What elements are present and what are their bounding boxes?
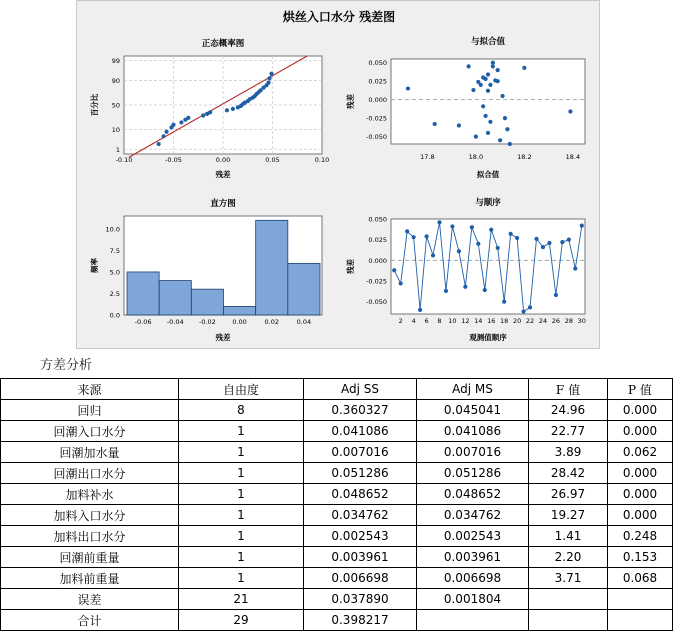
- order-title: 与顺序: [475, 198, 501, 208]
- order-point: [509, 232, 513, 236]
- header-df: 自由度: [179, 379, 304, 400]
- cell-p-value: 0.068: [608, 568, 673, 589]
- residual-plots-panel: [76, 0, 600, 349]
- cell-p-value: [608, 589, 673, 610]
- cell-p-value: 0.000: [608, 505, 673, 526]
- cell-p-value: 0.062: [608, 442, 673, 463]
- order-point: [457, 249, 461, 253]
- fits-point: [457, 123, 461, 127]
- fits-title: 与拟合值: [470, 37, 506, 47]
- fits-y-tick-label: -0.025: [366, 114, 387, 123]
- hist-x-tick-label: 0.04: [296, 318, 312, 326]
- hist-y-tick-label: 2.5: [109, 289, 120, 298]
- normal-point: [179, 120, 183, 124]
- residual-plots-svg: [77, 1, 601, 350]
- hist-x-tick-label: 0.02: [264, 318, 279, 326]
- normal-x-tick-label: 0.10: [314, 156, 330, 164]
- table-row: [1, 589, 673, 610]
- fits-point: [503, 116, 507, 120]
- normal-y-tick-label: 10: [111, 125, 120, 134]
- normal-x-label: 残差: [215, 170, 231, 179]
- cell-adj-ms: 0.048652: [417, 484, 529, 505]
- cell-f-value: 24.96: [529, 400, 608, 421]
- header-source: 来源: [1, 379, 179, 400]
- normal-title: 正态概率图: [201, 39, 245, 49]
- cell-df: 21: [179, 589, 304, 610]
- cell-adj-ms: 0.006698: [417, 568, 529, 589]
- cell-source: 回归: [1, 400, 179, 421]
- hist-bar: [288, 263, 320, 315]
- fits-point: [488, 120, 492, 124]
- order-x-tick-label: 16: [487, 317, 496, 325]
- normal-point: [186, 116, 190, 120]
- fits-point: [496, 68, 500, 72]
- normal-point: [171, 123, 175, 127]
- fits-y-label: 残差: [346, 94, 355, 109]
- cell-source: 回潮加水量: [1, 442, 179, 463]
- fits-point: [486, 131, 490, 135]
- order-x-tick-label: 18: [500, 317, 509, 325]
- order-x-tick-label: 24: [538, 317, 548, 325]
- cell-adj-ss: 0.037890: [304, 589, 417, 610]
- cell-f-value: 2.20: [529, 547, 608, 568]
- chart-main-title: 烘丝入口水分 残差图: [282, 10, 396, 24]
- order-point: [541, 245, 545, 249]
- cell-adj-ss: 0.051286: [304, 463, 417, 484]
- hist-y-label: 频率: [90, 258, 99, 273]
- header-adj-ms: Adj MS: [417, 379, 529, 400]
- anova-table: [0, 378, 673, 631]
- table-row: [1, 610, 673, 631]
- order-point: [463, 285, 467, 289]
- cell-f-value: 1.41: [529, 526, 608, 547]
- order-point: [476, 242, 480, 246]
- table-row: [1, 505, 673, 526]
- cell-adj-ss: 0.034762: [304, 505, 417, 526]
- normal-x-tick-label: 0.00: [215, 156, 231, 164]
- order-x-tick-label: 8: [437, 317, 442, 325]
- header-adj-ss: Adj SS: [304, 379, 417, 400]
- cell-adj-ms: 0.003961: [417, 547, 529, 568]
- cell-df: 1: [179, 526, 304, 547]
- hist-x-tick-label: -0.02: [199, 318, 216, 326]
- cell-df: 29: [179, 610, 304, 631]
- cell-df: 1: [179, 463, 304, 484]
- table-row: [1, 568, 673, 589]
- order-y-tick-label: 0.000: [368, 256, 387, 265]
- cell-source: 回潮前重量: [1, 547, 179, 568]
- order-x-tick-label: 2: [398, 317, 403, 325]
- fits-x-label: 拟合值: [476, 170, 500, 179]
- order-point: [534, 237, 538, 241]
- order-point: [554, 293, 558, 297]
- normal-y-tick-label: 1: [115, 145, 120, 154]
- cell-df: 1: [179, 568, 304, 589]
- fits-y-tick-label: 0.025: [368, 77, 387, 86]
- fits-x-tick-label: 18.2: [517, 153, 532, 161]
- normal-y-label: 百分比: [90, 93, 99, 117]
- cell-df: 1: [179, 547, 304, 568]
- hist-title: 直方图: [210, 199, 236, 209]
- order-y-tick-label: 0.050: [368, 215, 387, 224]
- cell-adj-ss: 0.041086: [304, 421, 417, 442]
- cell-f-value: 3.89: [529, 442, 608, 463]
- cell-adj-ms: 0.051286: [417, 463, 529, 484]
- order-x-tick-label: 4: [411, 317, 416, 325]
- order-point: [496, 246, 500, 250]
- hist-bar: [127, 272, 159, 315]
- normal-point: [267, 76, 271, 80]
- table-row: [1, 442, 673, 463]
- table-row: [1, 421, 673, 442]
- order-x-tick-label: 26: [551, 317, 561, 325]
- order-y-label: 残差: [346, 259, 355, 274]
- cell-p-value: 0.153: [608, 547, 673, 568]
- order-x-tick-label: 28: [564, 317, 573, 325]
- cell-source: 加料前重量: [1, 568, 179, 589]
- order-y-tick-label: -0.050: [366, 298, 387, 307]
- normal-x-tick-label: 0.05: [265, 156, 280, 164]
- hist-x-tick-label: -0.04: [166, 318, 184, 326]
- hist-y-tick-label: 5.0: [109, 268, 120, 277]
- cell-p-value: 0.000: [608, 421, 673, 442]
- order-point: [424, 234, 428, 238]
- order-point: [431, 253, 435, 257]
- fits-point: [508, 142, 512, 146]
- cell-adj-ms: 0.034762: [417, 505, 529, 526]
- hist-bar: [191, 289, 223, 315]
- cell-source: 回潮出口水分: [1, 463, 179, 484]
- fits-y-tick-label: 0.050: [368, 59, 387, 68]
- cell-adj-ms: 0.007016: [417, 442, 529, 463]
- order-x-label: 观测值顺序: [469, 333, 507, 342]
- normal-point: [269, 72, 273, 76]
- fits-point: [474, 135, 478, 139]
- order-point: [392, 268, 396, 272]
- normal-point: [225, 108, 229, 112]
- order-point: [418, 308, 422, 312]
- order-point: [483, 288, 487, 292]
- order-x-tick-label: 22: [525, 317, 535, 325]
- fits-point: [483, 114, 487, 118]
- order-point: [470, 225, 474, 229]
- order-point: [528, 305, 532, 309]
- cell-source: 回潮入口水分: [1, 421, 179, 442]
- normal-point: [231, 107, 235, 111]
- hist-y-tick-label: 7.5: [109, 246, 120, 255]
- order-x-tick-label: 30: [577, 317, 586, 325]
- header-f-value: F 值: [529, 379, 608, 400]
- fits-point: [479, 83, 483, 87]
- fits-point: [471, 88, 475, 92]
- table-row: [1, 547, 673, 568]
- fits-y-tick-label: 0.000: [368, 96, 387, 105]
- cell-df: 8: [179, 400, 304, 421]
- cell-adj-ss: 0.048652: [304, 484, 417, 505]
- cell-f-value: 26.97: [529, 484, 608, 505]
- table-row: [1, 463, 673, 484]
- header-p-value: P 值: [608, 379, 673, 400]
- hist-bar: [159, 281, 191, 315]
- order-point: [573, 266, 577, 270]
- hist-bar: [256, 220, 288, 315]
- fits-point: [568, 109, 572, 113]
- cell-source: 加料入口水分: [1, 505, 179, 526]
- anova-body: [1, 400, 673, 631]
- cell-f-value: [529, 610, 608, 631]
- fits-point: [406, 86, 410, 90]
- fits-y-tick-label: -0.050: [366, 133, 387, 142]
- fits-point: [505, 127, 509, 131]
- cell-adj-ss: 0.006698: [304, 568, 417, 589]
- fits-x-tick-label: 17.8: [420, 153, 435, 161]
- fits-point: [491, 61, 495, 65]
- table-row: [1, 526, 673, 547]
- order-point: [502, 300, 506, 304]
- normal-point: [208, 110, 212, 114]
- fits-point: [488, 83, 492, 87]
- cell-f-value: 22.77: [529, 421, 608, 442]
- normal-point: [266, 81, 270, 85]
- order-point: [489, 228, 493, 232]
- cell-adj-ss: 0.003961: [304, 547, 417, 568]
- table-row: [1, 484, 673, 505]
- fits-point: [467, 64, 471, 68]
- cell-f-value: 19.27: [529, 505, 608, 526]
- normal-point: [164, 130, 168, 134]
- fits-point: [483, 77, 487, 81]
- fits-point: [498, 138, 502, 142]
- hist-y-tick-label: 0.0: [109, 311, 120, 320]
- normal-y-tick-label: 50: [111, 101, 120, 110]
- cell-p-value: 0.000: [608, 463, 673, 484]
- fits-point: [522, 66, 526, 70]
- cell-source: 合计: [1, 610, 179, 631]
- fits-point: [481, 104, 485, 108]
- order-point: [567, 238, 571, 242]
- order-point: [444, 289, 448, 293]
- order-x-tick-label: 6: [424, 317, 429, 325]
- order-point: [521, 309, 525, 313]
- order-x-tick-label: 20: [512, 317, 522, 325]
- hist-x-tick-label: -0.06: [134, 318, 152, 326]
- hist-x-label: 残差: [215, 333, 231, 342]
- fits-point: [491, 64, 495, 68]
- order-point: [547, 241, 551, 245]
- fits-point: [500, 94, 504, 98]
- fits-x-tick-label: 18.4: [565, 153, 581, 161]
- order-x-tick-label: 12: [461, 317, 470, 325]
- cell-adj-ms: 0.002543: [417, 526, 529, 547]
- normal-point: [162, 134, 166, 138]
- cell-adj-ms: [417, 610, 529, 631]
- hist-y-tick-label: 10.0: [105, 225, 120, 234]
- order-point: [405, 229, 409, 233]
- normal-y-tick-label: 90: [111, 77, 120, 86]
- order-y-tick-label: -0.025: [366, 277, 387, 286]
- anova-heading: 方差分析: [40, 358, 93, 373]
- table-row: [1, 400, 673, 421]
- order-plot-area: [391, 219, 585, 314]
- cell-source: 加料出口水分: [1, 526, 179, 547]
- cell-f-value: 3.71: [529, 568, 608, 589]
- cell-adj-ss: 0.398217: [304, 610, 417, 631]
- fits-point: [486, 89, 490, 93]
- order-x-tick-label: 14: [474, 317, 483, 325]
- cell-source: 加料补水: [1, 484, 179, 505]
- hist-x-tick-label: 0.00: [232, 318, 247, 326]
- fits-point: [433, 122, 437, 126]
- anova-header-row: [1, 379, 673, 400]
- cell-adj-ss: 0.002543: [304, 526, 417, 547]
- cell-df: 1: [179, 505, 304, 526]
- normal-x-tick-label: -0.05: [165, 156, 182, 164]
- normal-x-tick-label: -0.10: [115, 156, 133, 164]
- cell-adj-ms: 0.041086: [417, 421, 529, 442]
- normal-point: [157, 142, 161, 146]
- cell-adj-ss: 0.007016: [304, 442, 417, 463]
- cell-p-value: [608, 610, 673, 631]
- order-point: [450, 224, 454, 228]
- hist-bar: [224, 306, 256, 315]
- order-point: [560, 240, 564, 244]
- fits-x-tick-label: 18.0: [468, 153, 484, 161]
- cell-source: 误差: [1, 589, 179, 610]
- cell-f-value: 28.42: [529, 463, 608, 484]
- cell-df: 1: [179, 484, 304, 505]
- cell-p-value: 0.248: [608, 526, 673, 547]
- cell-adj-ms: 0.045041: [417, 400, 529, 421]
- fits-point: [486, 72, 490, 76]
- fits-point: [496, 79, 500, 83]
- cell-p-value: 0.000: [608, 484, 673, 505]
- cell-f-value: [529, 589, 608, 610]
- order-point: [580, 224, 584, 228]
- cell-df: 1: [179, 421, 304, 442]
- order-point: [399, 281, 403, 285]
- normal-point: [201, 113, 205, 117]
- order-point: [437, 220, 441, 224]
- order-point: [412, 235, 416, 239]
- cell-p-value: 0.000: [608, 400, 673, 421]
- cell-adj-ss: 0.360327: [304, 400, 417, 421]
- cell-df: 1: [179, 442, 304, 463]
- normal-y-tick-label: 99: [111, 57, 120, 66]
- order-y-tick-label: 0.025: [368, 236, 387, 245]
- normal-plot-area: [124, 56, 322, 154]
- cell-adj-ms: 0.001804: [417, 589, 529, 610]
- order-point: [515, 236, 519, 240]
- order-x-tick-label: 10: [448, 317, 457, 325]
